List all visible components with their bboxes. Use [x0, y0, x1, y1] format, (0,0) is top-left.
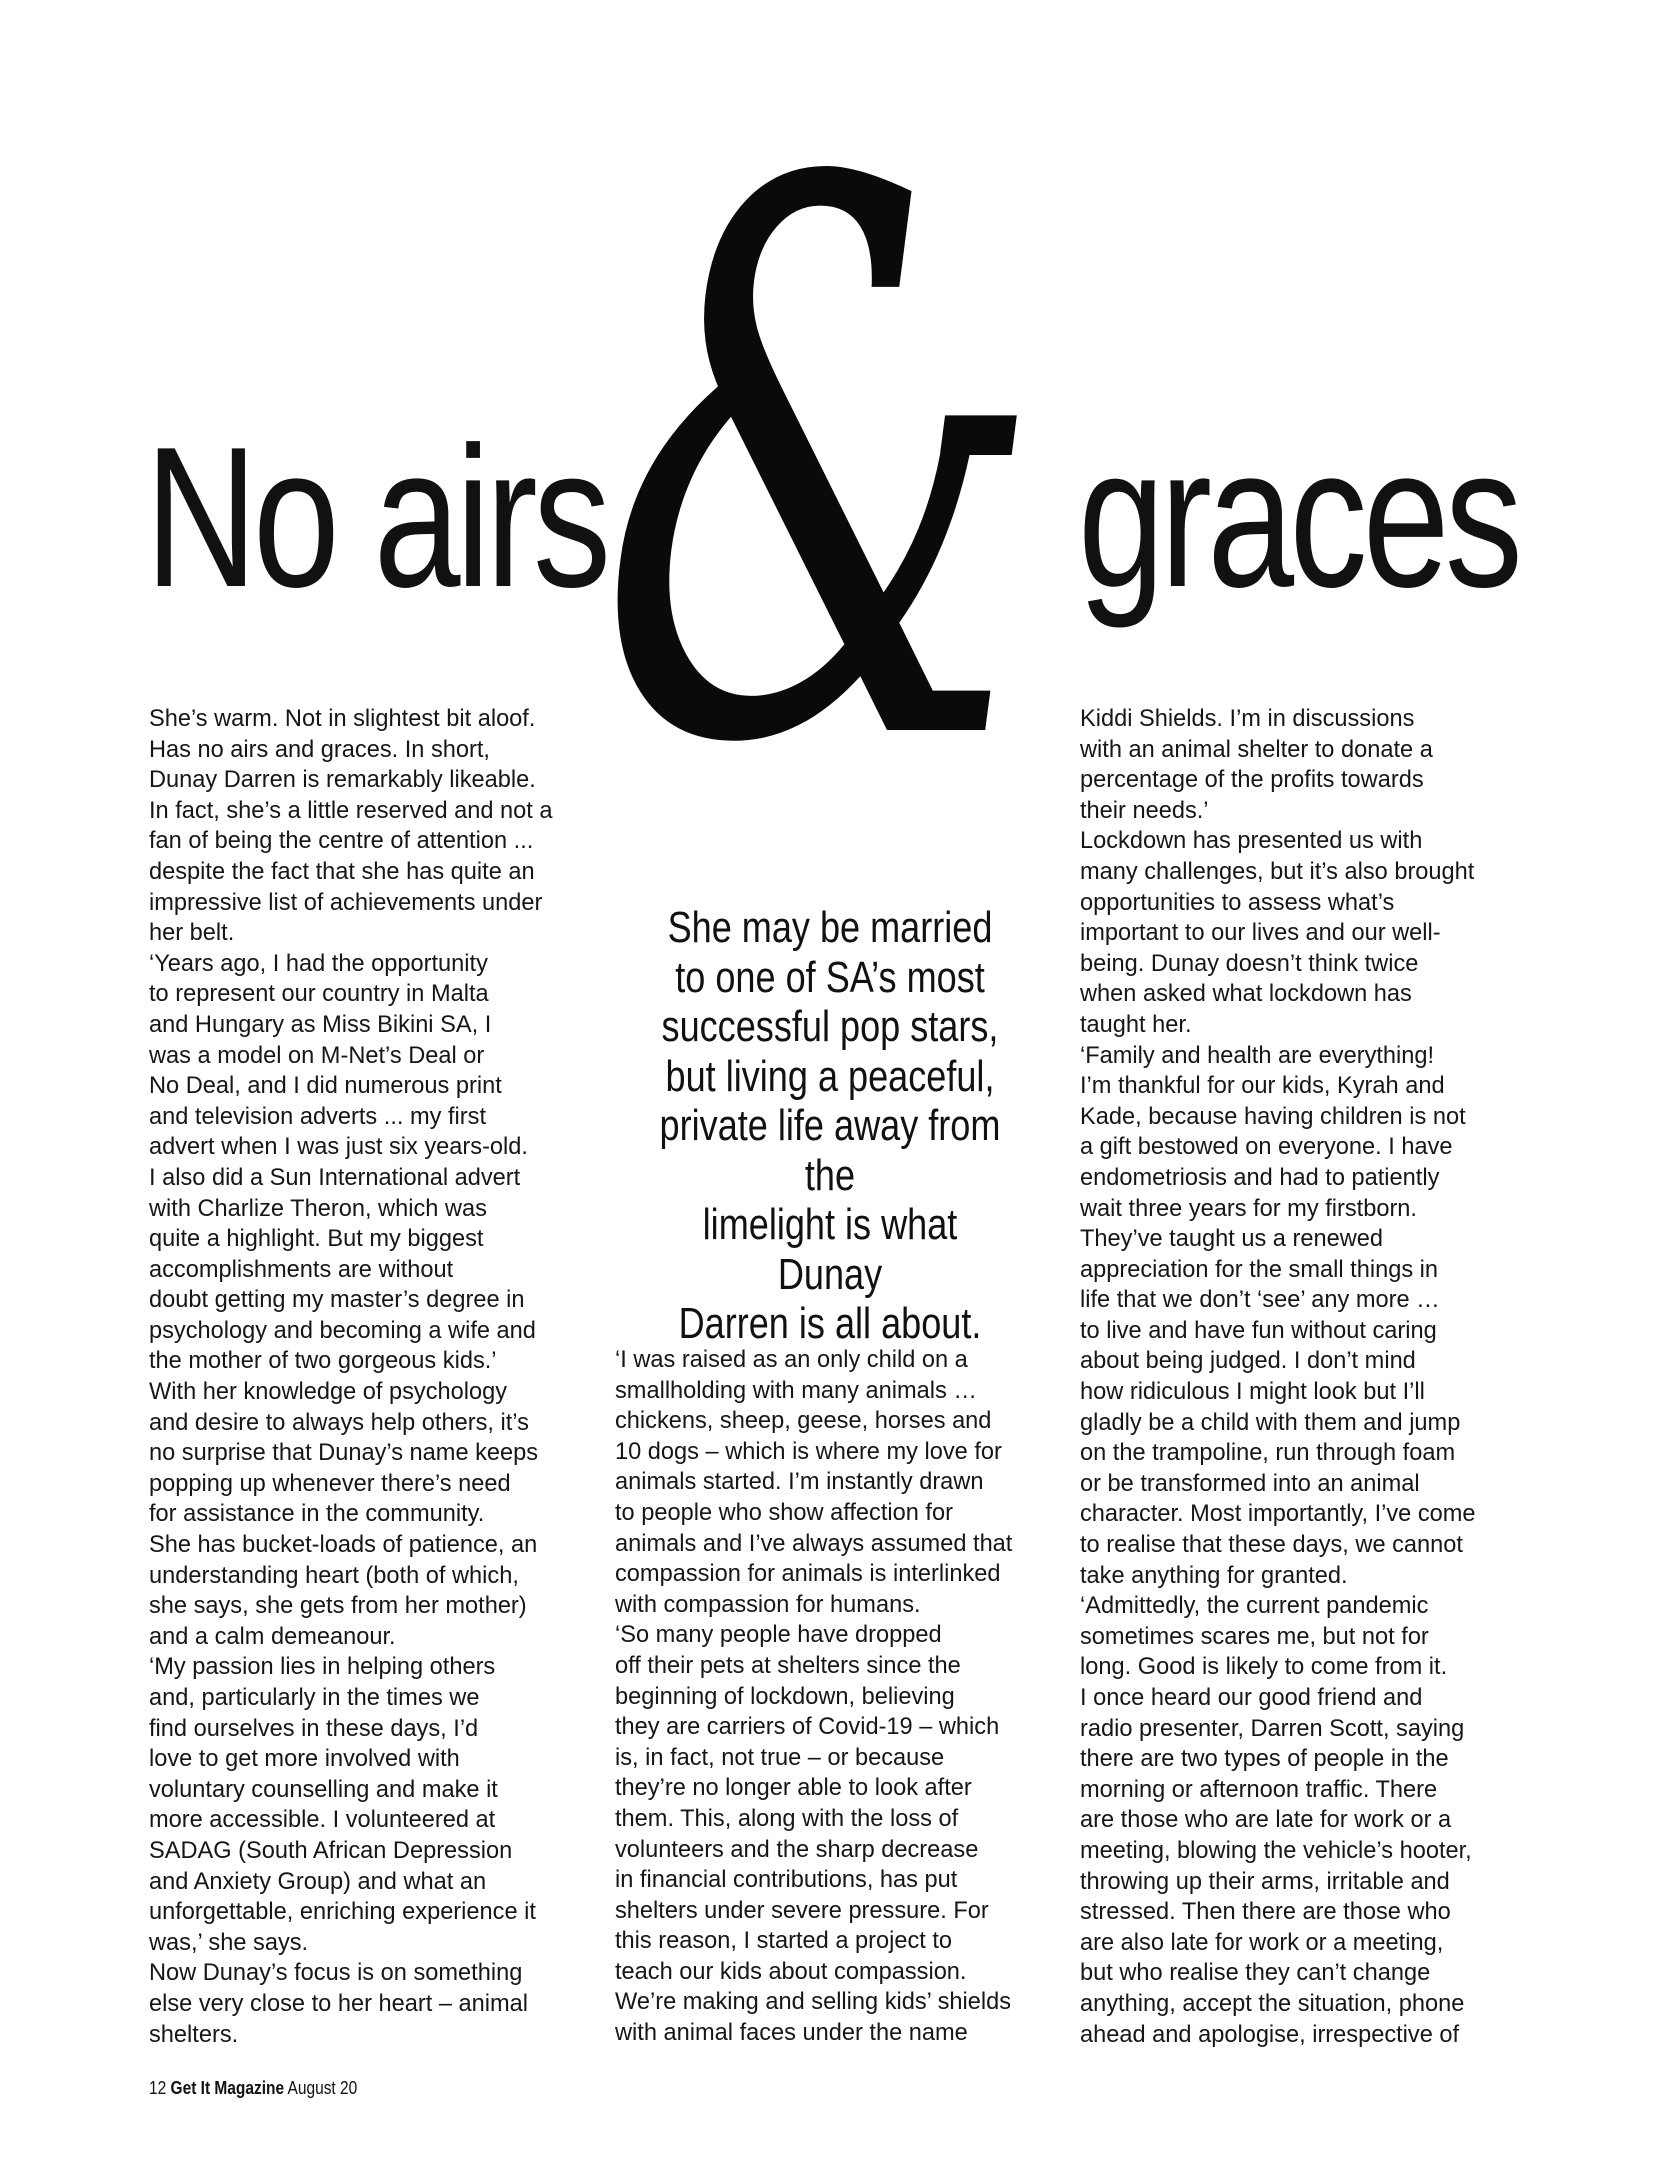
paragraph: With her knowledge of psychology and desire to always help others, it’s no surprise that Dunay’s name keeps popping up whenever there’s need for assistance in the community. — [149, 1379, 539, 1528]
headline-left: No airs — [145, 406, 607, 629]
paragraph: Now Dunay’s focus is on something else very close to her heart – animal shelters. — [149, 1960, 528, 2048]
paragraph: Lockdown has presented us with many challenges, but it’s also brought opportunities to assess what’s important to our lives and our well- being. Dunay doesn’t think twice when asked what lockdown has taught her. — [1080, 828, 1475, 1038]
page-footer — [149, 2078, 357, 2099]
pull-quote: She may be married to one of SA’s most successful pop stars, but living a peaceful, private life away from the limelight is what Dunay Darren is all about. — [659, 903, 1001, 1348]
paragraph: ‘My passion lies in helping others and, particularly in the times we find ourselves in these days, I’d love to get more involved with voluntary counselling and make it more accessible. I volunteered at SADAG (South African Depression and Anxiety Group) and what an unforgettable, enriching experience it was,’ she says. — [149, 1654, 536, 1956]
paragraph: She has bucket-loads of patience, an understanding heart (both of which, she says, she gets from her mother) and a calm demeanour. — [149, 1532, 538, 1650]
article-column-2 — [615, 1345, 1055, 2049]
headline-ampersand: & — [598, 26, 1045, 910]
paragraph: ‘Family and health are everything! I’m thankful for our kids, Kyrah and Kade, because having children is not a gift bestowed on everyone. I have endometriosis and had to patiently wait three years for my firstborn. They’ve taught us a renewed appreciation for the small things in life that we don’t ‘see’ any more … to live and have fun without caring about being judged. I don’t mind how ridiculous I might look but I’ll gladly be a child with them and jump on the trampoline, run through foam or be transformed into an animal character. Most importantly, I’ve come to realise that these days, we cannot take anything for granted. — [1080, 1042, 1476, 1589]
paragraph: ‘Admittedly, the current pandemic sometimes scares me, but not for long. Good is likely to come from it. I once heard our good friend and radio presenter, Darren Scott, saying there are two types of people in the morning or afternoon traffic. There are those who are late for work or a meeting, blowing the vehicle’s hooter, throwing up their arms, irritable and stressed. Then there are those who are also late for work or a meeting, but who realise they can’t change anything, accept the situation, phone ahead and apologise, irrespective of — [1080, 1593, 1472, 2048]
paragraph: Kiddi Shields. I’m in discussions with an animal shelter to donate a percentage of the profits towards their needs.’ — [1080, 706, 1433, 824]
article-column-1 — [149, 704, 589, 2050]
paragraph: ‘Years ago, I had the opportunity to represent our country in Malta and Hungary as Miss Bikini SA, I was a model on M-Net’s Deal or No Deal, and I did numerous print and television adverts ... my first advert when I was just six years-old. I also did a Sun International advert with Charlize Theron, which was quite a highlight. But my biggest accomplishments are without doubt getting my master’s degree in psychology and becoming a wife and the mother of two gorgeous kids.’ — [149, 950, 536, 1375]
article-column-3 — [1080, 704, 1520, 2050]
paragraph: ‘So many people have dropped off their pets at shelters since the beginning of lockdown, believing they are carriers of Covid-19 – which is, in fact, not true – or because they’re no longer able to look after them. This, along with the loss of volunteers and the sharp decrease in financial contributions, has put shelters under severe pressure. For this reason, I started a project to teach our kids about compassion. We’re making and selling kids’ shields with animal faces under the name — [615, 1622, 1012, 2047]
headline-right: graces — [1078, 406, 1519, 629]
page-number: 12 — [149, 2078, 167, 2098]
issue-date: August 20 — [287, 2078, 358, 2098]
paragraph: ‘I was raised as an only child on a smallholding with many animals … chickens, sheep, geese, horses and 10 dogs – which is where my love for animals started. I’m instantly drawn to people who show affection for animals and I’ve always assumed that compassion for animals is interlinked with compassion for humans. — [615, 1347, 1013, 1618]
paragraph: She’s warm. Not in slightest bit aloof. Has no airs and graces. In short, Dunay Darren is remarkably likeable. In fact, she’s a little reserved and not a fan of being the centre of attention ... despite the fact that she has quite an impressive list of achievements under her belt. — [149, 706, 553, 947]
publication-name: Get It Magazine — [170, 2078, 285, 2098]
